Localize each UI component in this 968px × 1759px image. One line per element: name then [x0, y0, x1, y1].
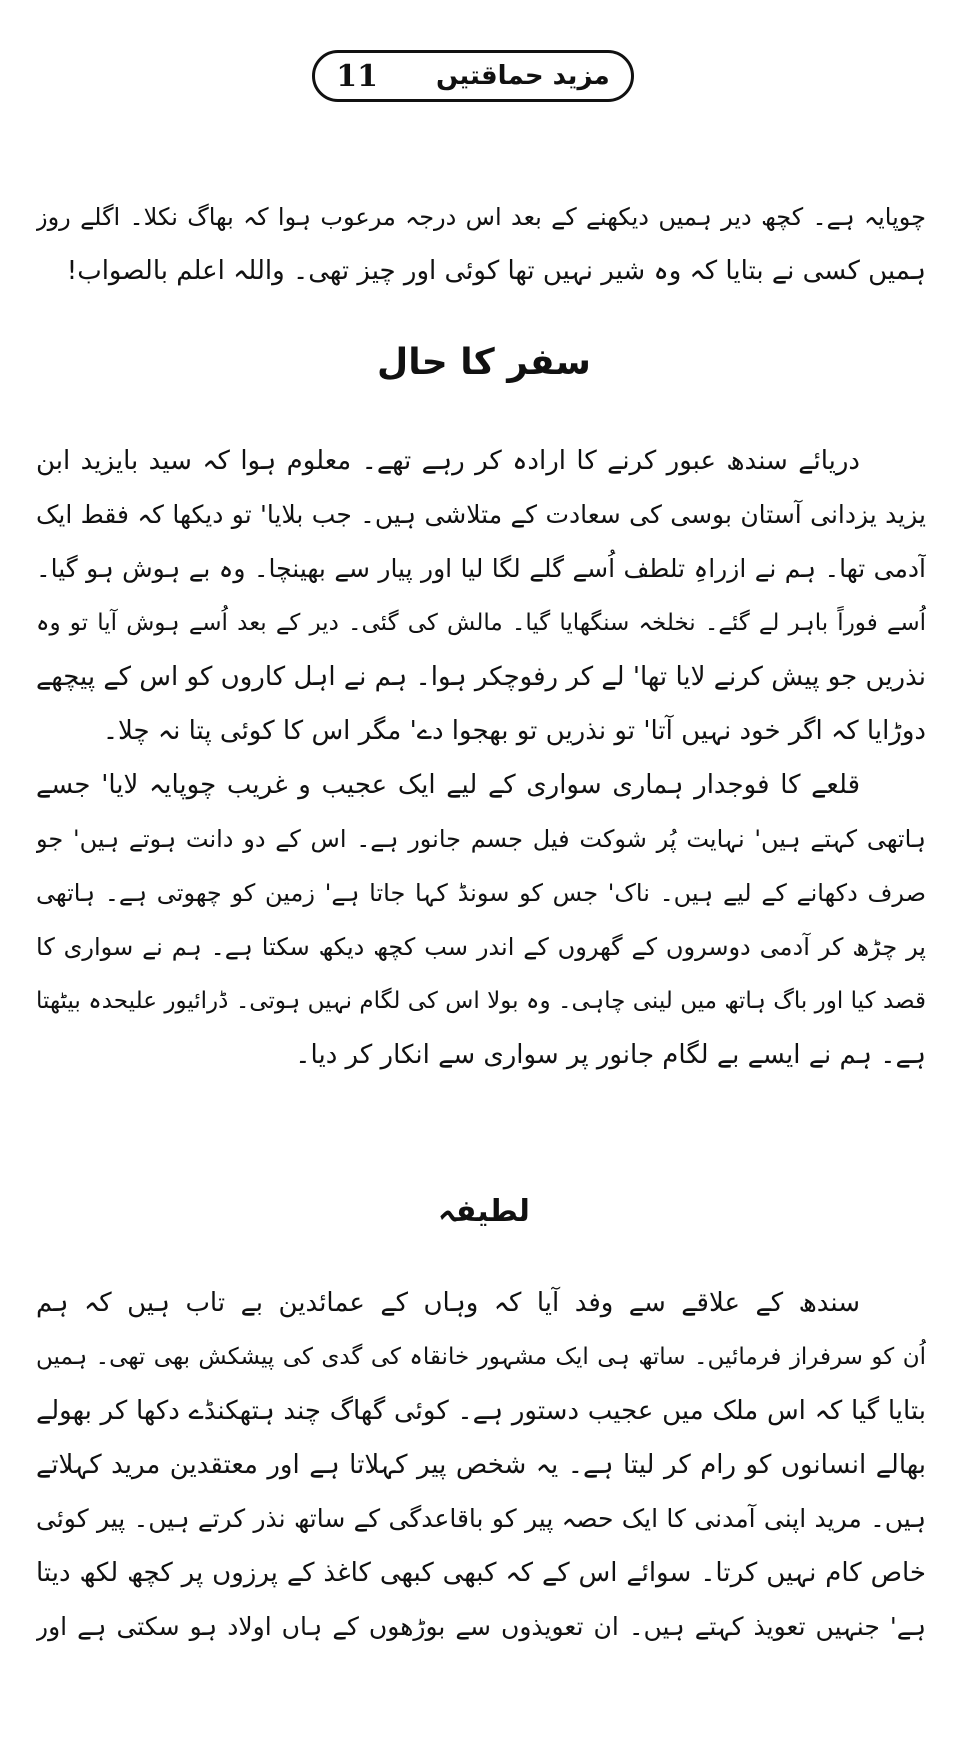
text-line: یزید یزدانی آستان بوسی کی سعادت کے متلاشی ہیں۔ جب بلایا' تو دیکھا کہ فقط ایک — [36, 500, 926, 529]
text-line: ہمیں کسی نے بتایا کہ وہ شیر نہیں تھا کوئی اور چیز تھی۔ واللہ اعلم بالصواب! — [66, 256, 926, 286]
text-line: اُن کو سرفراز فرمائیں۔ ساتھ ہی ایک مشہور خانقاہ کی گدی کی پیشکش بھی تھی۔ ہمیں — [36, 1344, 926, 1370]
page-number: 11 — [336, 58, 379, 94]
page-header-frame — [312, 50, 634, 102]
book-title: مزید حماقتیں — [436, 61, 610, 91]
section-safar-body — [36, 434, 926, 1082]
text-line: آدمی تھا۔ ہم نے ازراہِ تلطف اُسے گلے لگا لیا اور پیار سے بھینچا۔ وہ بے ہوش ہو گیا۔ — [36, 554, 926, 583]
text-line: بھالے انسانوں کو رام کر لیتا ہے۔ یہ شخص پیر کہلاتا ہے اور معتقدین مرید کہلاتے — [36, 1450, 926, 1480]
text-line: ہاتھی کہتے ہیں' نہایت پُر شوکت فیل جسم جانور ہے۔ اس کے دو دانت ہوتے ہیں' جو — [36, 825, 926, 853]
text-line: ہیں۔ مرید اپنی آمدنی کا ایک حصہ پیر کو باقاعدگی کے ساتھ نذر کرتے ہیں۔ پیر کوئی — [36, 1504, 926, 1533]
section-heading-safar: سفر کا حال — [377, 342, 591, 383]
text-line: صرف دکھانے کے لیے ہیں۔ ناک' جس کو سونڈ کہا جاتا ہے' زمین کو چھوتی ہے۔ ہاتھی — [36, 879, 926, 907]
text-line: سندھ کے علاقے سے وفد آیا کہ وہاں کے عمائدین بے تاب ہیں کہ ہم — [36, 1288, 860, 1318]
text-line: چوپایہ ہے۔ کچھ دیر ہمیں دیکھنے کے بعد اس درجہ مرعوب ہوا کہ بھاگ نکلا۔ اگلے روز — [36, 203, 926, 231]
text-line: دوڑایا کہ اگر خود نہیں آتا' تو نذریں تو بھجوا دے' مگر اس کا کوئی پتا نہ چلا۔ — [102, 716, 926, 746]
intro-paragraph — [36, 190, 926, 298]
text-line: اُسے فوراً باہر لے گئے۔ نخلخہ سنگھایا گیا۔ مالش کی گئی۔ دیر کے بعد اُسے ہوش آیا تو وہ — [36, 610, 926, 636]
text-line: قصد کیا اور باگ ہاتھ میں لینی چاہی۔ وہ بولا اس کی لگام نہیں ہوتی۔ ڈرائیور علیحدہ بیٹھتا — [36, 988, 926, 1014]
text-line: خاص کام نہیں کرتا۔ سوائے اس کے کہ کبھی کبھی کاغذ کے پرزوں پر کچھ لکھ دیتا — [36, 1558, 926, 1588]
text-line: قلعے کا فوجدار ہماری سواری کے لیے ایک عجیب و غریب چوپایہ لایا' جسے — [36, 770, 860, 800]
text-line: دریائے سندھ عبور کرنے کا ارادہ کر رہے تھے۔ معلوم ہوا کہ سید بایزید ابن — [36, 446, 860, 476]
section-heading-latifa: لطیفہ — [438, 1194, 530, 1229]
text-line: نذریں جو پیش کرنے لایا تھا' لے کر رفوچکر ہوا۔ ہم نے اہل کاروں کو اس کے پیچھے — [36, 662, 926, 692]
text-line: پر چڑھ کر آدمی دوسروں کے گھروں کے اندر سب کچھ دیکھ سکتا ہے۔ ہم نے سواری کا — [36, 933, 926, 961]
text-line: بتایا گیا کہ اس ملک میں عجیب دستور ہے۔ کوئی گھاگ چند ہتھکنڈے دکھا کر بھولے — [36, 1396, 926, 1426]
text-line: ہے۔ ہم نے ایسے بے لگام جانور پر سواری سے انکار کر دیا۔ — [295, 1040, 926, 1070]
section-latifa-body — [36, 1276, 926, 1654]
text-line: ہے' جنہیں تعویذ کہتے ہیں۔ ان تعویذوں سے بوڑھوں کے ہاں اولاد ہو سکتی ہے اور — [36, 1612, 926, 1641]
